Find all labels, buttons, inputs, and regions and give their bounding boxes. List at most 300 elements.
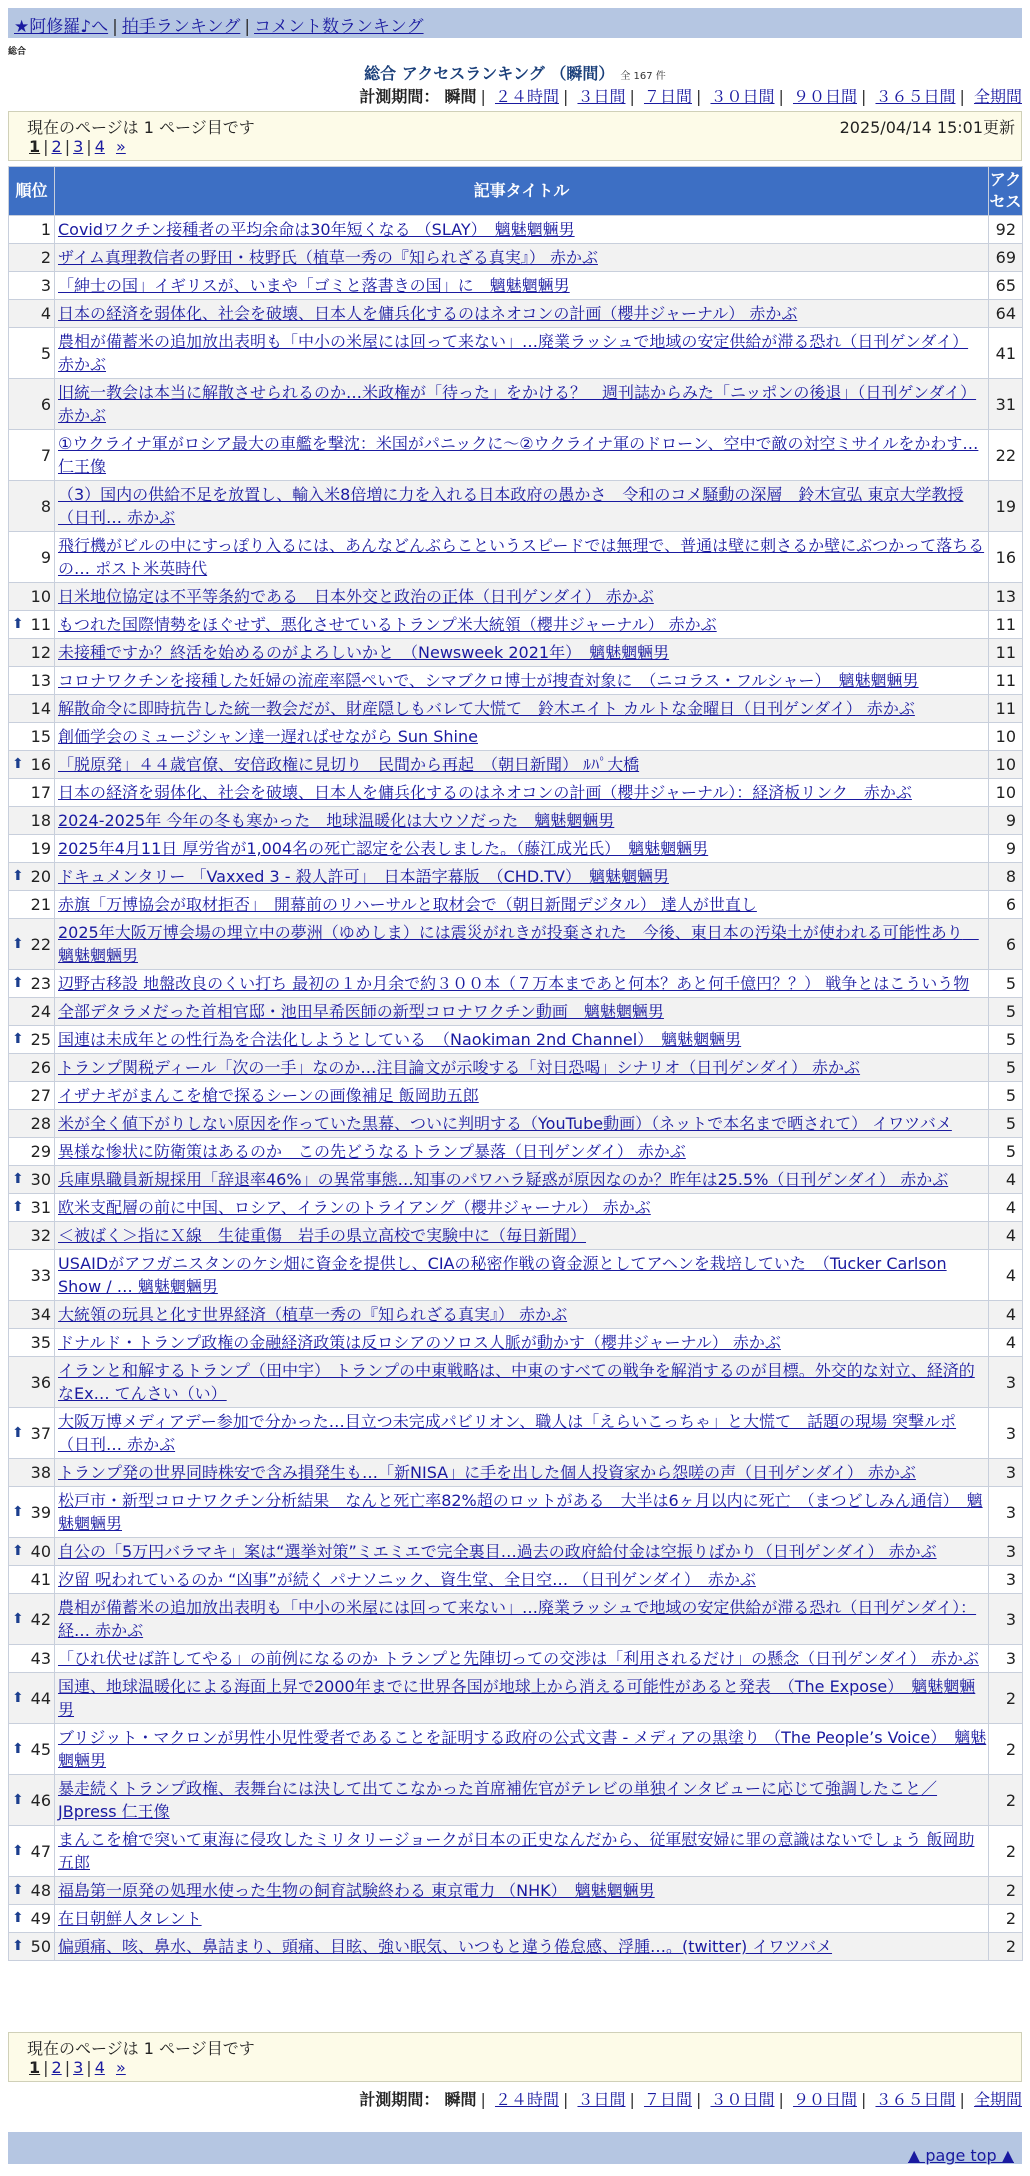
rank-number: 19 <box>30 839 51 858</box>
title-cell <box>55 481 989 532</box>
period-label: 計測期間： <box>359 2090 440 2109</box>
page-info-top <box>8 111 1022 161</box>
page-info-bottom <box>8 2032 1022 2082</box>
title-cell <box>55 1538 989 1566</box>
access-count: 3 <box>989 1408 1023 1459</box>
title-cell <box>55 807 989 835</box>
access-count: 8 <box>989 863 1023 891</box>
table-row <box>9 1459 1023 1487</box>
article-link[interactable]: 「ひれ伏せば許してやる」の前例になるのか トランプと先陣切っての交渉は「利用されるだけ」の懸念（日刊ゲンダイ） 赤かぶ <box>58 1649 979 1668</box>
table-row <box>9 1082 1023 1110</box>
article-link[interactable]: ①ウクライナ軍がロシア最大の車艦を撃沈：米国がパニックに～②ウクライナ軍のドローン、空中で敵の対空ミサイルをかわす… 仁王像 <box>58 434 979 476</box>
rank-number: 23 <box>30 974 51 993</box>
rank-cell <box>9 1905 55 1933</box>
page-title <box>0 61 1030 84</box>
page-top-link[interactable]: ▲ page top ▲ <box>907 2146 1014 2165</box>
access-count: 31 <box>989 379 1023 430</box>
access-count: 3 <box>989 1594 1023 1645</box>
period-24h-link[interactable]: ２４時間 <box>494 87 559 106</box>
rank-number: 25 <box>30 1030 51 1049</box>
top-nav-bar <box>8 8 1022 38</box>
article-link[interactable]: ブリジット・マクロンが男性小児性愛者であることを証明する政府の公式文書 - メディアの黒塗り （The People’s Voice） 魑魅魍魎男 <box>58 1728 987 1770</box>
page-2-link[interactable]: 2 <box>51 2058 62 2077</box>
table-row <box>9 430 1023 481</box>
article-link[interactable]: 旧統一教会は本当に解散させられるのか…米政権が「待った」をかける？ 週刊誌からみた「ニッポンの後退」（日刊ゲンダイ） 赤かぶ <box>58 383 977 425</box>
rank-cell <box>9 1301 55 1329</box>
up-arrow-icon: ⬆ <box>12 1031 24 1047</box>
table-row <box>9 970 1023 998</box>
table-row <box>9 667 1023 695</box>
page-info-text: 現在のページは 1 ページ目です <box>27 118 255 137</box>
rank-cell <box>9 300 55 328</box>
title-cell <box>55 1054 989 1082</box>
page-4-link[interactable]: 4 <box>94 2058 105 2077</box>
title-cell <box>55 1222 989 1250</box>
title-cell <box>55 779 989 807</box>
rank-cell <box>9 1724 55 1775</box>
page-next-link[interactable]: » <box>115 2058 126 2077</box>
title-cell <box>55 751 989 779</box>
rank-number: 28 <box>30 1114 51 1133</box>
period-all-link[interactable]: 全期間 <box>973 2090 1022 2109</box>
article-link[interactable]: ＜被ばく＞指にＸ線 生徒重傷 岩手の県立高校で実験中に（毎日新聞） <box>58 1226 587 1245</box>
updated-timestamp: 2025/04/14 15:01更新 <box>839 118 1015 137</box>
nav-separator: | <box>244 17 251 37</box>
article-link[interactable]: 福島第一原発の処理水使った生物の飼育試験終わる 東京電力 （NHK） 魑魅魍魎男 <box>58 1881 655 1900</box>
period-30d-link[interactable]: ３０日間 <box>710 87 775 106</box>
article-link[interactable]: 日本の経済を弱体化、社会を破壊、日本人を傭兵化するのはネオコンの計画（櫻井ジャーナル） 赤かぶ <box>58 304 798 323</box>
table-row <box>9 300 1023 328</box>
clap-ranking-link[interactable]: 拍手ランキング <box>121 17 241 37</box>
access-count: 2 <box>989 1905 1023 1933</box>
article-link[interactable]: 辺野古移設 地盤改良のくい打ち 最初の１か月余で約３００本（７万本まであと何本？あと何千億円？？） 戦争とはこういう物 <box>58 974 970 993</box>
rank-cell <box>9 1673 55 1724</box>
rank-cell <box>9 1357 55 1408</box>
rank-number: 20 <box>30 867 51 886</box>
access-count: 2 <box>989 1826 1023 1877</box>
rank-number: 4 <box>40 304 51 323</box>
title-cell <box>55 1933 989 1961</box>
bottom-bar <box>8 2132 1022 2164</box>
rank-cell <box>9 1775 55 1826</box>
section-tag: 総合 <box>8 47 27 57</box>
rank-number: 1 <box>40 220 51 239</box>
rank-number: 24 <box>30 1002 51 1021</box>
access-count: 4 <box>989 1166 1023 1194</box>
title-cell <box>55 970 989 998</box>
rank-number: 18 <box>30 811 51 830</box>
article-link[interactable]: 偏頭痛、咳、鼻水、鼻詰まり、頭痛、目眩、強い眠気、いつもと違う倦怠感、浮腫…。(twitter) イワツバメ <box>58 1937 833 1956</box>
access-count: 2 <box>989 1775 1023 1826</box>
article-link[interactable]: 在日朝鮮人タレント <box>58 1909 202 1928</box>
title-cell <box>55 695 989 723</box>
rank-cell <box>9 1408 55 1459</box>
article-link[interactable]: 米が全く値下がりしない原因を作っていた黒幕、ついに判明する（YouTube動画）（ネットで本名まで晒されて） イワツバメ <box>58 1114 952 1133</box>
title-cell <box>55 1775 989 1826</box>
title-cell <box>55 639 989 667</box>
article-link[interactable]: 汐留 呪われているのか “凶事”が続く パナソニック、資生堂、全日空… （日刊ゲンダイ） 赤かぶ <box>58 1570 756 1589</box>
rank-cell <box>9 1222 55 1250</box>
title-cell <box>55 1826 989 1877</box>
table-row <box>9 1110 1023 1138</box>
page-info-text: 現在のページは 1 ページ目です <box>27 2039 255 2058</box>
table-row <box>9 244 1023 272</box>
period-all-link[interactable]: 全期間 <box>973 87 1022 106</box>
article-link[interactable]: 日米地位協定は不平等条約である 日本外交と政治の正体（日刊ゲンダイ） 赤かぶ <box>58 587 654 606</box>
title-cell <box>55 379 989 430</box>
page-current: 1 <box>29 137 41 156</box>
title-cell <box>55 998 989 1026</box>
page-title-text: 総合 アクセスランキング （瞬間） <box>364 64 615 83</box>
total-count: 全 167 件 <box>620 71 666 82</box>
article-link[interactable]: 国連は未成年との性行為を合法化しようとしている （Naokiman 2nd Channel） 魑魅魍魎男 <box>58 1030 742 1049</box>
table-row <box>9 1408 1023 1459</box>
article-link[interactable]: 全部デタラメだった首相官邸・池田早希医師の新型コロナワクチン動画 魑魅魍魎男 <box>58 1002 664 1021</box>
title-cell <box>55 1110 989 1138</box>
table-row <box>9 532 1023 583</box>
page-2-link[interactable]: 2 <box>51 137 62 156</box>
rank-cell <box>9 998 55 1026</box>
title-cell <box>55 1357 989 1408</box>
rank-number: 12 <box>30 643 51 662</box>
article-link[interactable]: 「脱原発」４４歳官僚、安倍政権に見切り 民間から再起 （朝日新聞） ﾙﾊﾟ大橋 <box>58 755 640 774</box>
rank-number: 46 <box>30 1790 51 1810</box>
rank-number: 17 <box>30 783 51 802</box>
title-cell <box>55 1877 989 1905</box>
rank-cell <box>9 1138 55 1166</box>
table-row <box>9 611 1023 639</box>
rank-number: 42 <box>30 1609 51 1629</box>
rank-cell <box>9 1459 55 1487</box>
table-row <box>9 1826 1023 1877</box>
article-link[interactable]: 未接種ですか？終活を始めるのがよろしいかと （Newsweek 2021年） 魑魅魍魎男 <box>58 643 670 662</box>
title-cell <box>55 667 989 695</box>
access-count: 5 <box>989 1054 1023 1082</box>
title-cell <box>55 583 989 611</box>
rank-number: 22 <box>30 934 51 954</box>
rank-number: 13 <box>30 671 51 690</box>
access-count: 5 <box>989 1138 1023 1166</box>
rank-number: 3 <box>40 276 51 295</box>
access-count: 65 <box>989 272 1023 300</box>
rank-number: 10 <box>30 587 51 606</box>
title-cell <box>55 1645 989 1673</box>
rank-cell <box>9 970 55 998</box>
period-90d-link[interactable]: ９０日間 <box>792 2090 857 2109</box>
rank-number: 36 <box>30 1372 51 1392</box>
rank-number: 8 <box>40 496 51 516</box>
up-arrow-icon: ⬆ <box>12 1791 24 1808</box>
rank-cell <box>9 835 55 863</box>
rank-number: 44 <box>30 1688 51 1708</box>
rank-cell <box>9 1877 55 1905</box>
pagination-top: 1 | 2 | 3 | 4 » <box>29 137 126 156</box>
access-count: 3 <box>989 1487 1023 1538</box>
rank-number: 33 <box>30 1265 51 1285</box>
up-arrow-icon: ⬆ <box>12 1199 24 1215</box>
access-count: 2 <box>989 1673 1023 1724</box>
rank-cell <box>9 532 55 583</box>
title-cell <box>55 1905 989 1933</box>
table-row <box>9 1054 1023 1082</box>
table-row <box>9 1877 1023 1905</box>
rank-cell <box>9 1250 55 1301</box>
rank-number: 37 <box>30 1423 51 1443</box>
page-3-link[interactable]: 3 <box>73 2058 84 2077</box>
table-row <box>9 723 1023 751</box>
access-count: 11 <box>989 695 1023 723</box>
ranking-table <box>8 166 1023 1961</box>
article-link[interactable]: USAIDがアフガニスタンのケシ畑に資金を提供し、CIAの秘密作戦の資金源としてアヘンを栽培していた （Tucker Carlson Show / … 魑魅魍魎男 <box>58 1254 947 1296</box>
up-arrow-icon: ⬆ <box>12 1882 24 1898</box>
table-row <box>9 583 1023 611</box>
article-link[interactable]: トランプ関税ディール「次の一手」なのか…注目論文が示唆する「対日恐喝」シナリオ（日刊ゲンダイ） 赤かぶ <box>58 1058 861 1077</box>
article-link[interactable]: 解散命令に即時抗告した統一教会だが、財産隠しもバレて大慌て 鈴木エイト カルトな金曜日（日刊ゲンダイ） 赤かぶ <box>58 699 915 718</box>
rank-cell <box>9 1933 55 1961</box>
ranking-body <box>9 216 1023 1961</box>
title-cell <box>55 1459 989 1487</box>
article-link[interactable]: 大阪万博メディアデー参加で分かった…目立つ未完成パビリオン、職人は「えらいこっちゃ」と大慌て 話題の現場 突撃ルポ（日刊… 赤かぶ <box>58 1412 957 1454</box>
rank-header: 順位 <box>9 167 55 216</box>
rank-cell <box>9 863 55 891</box>
access-count: 11 <box>989 639 1023 667</box>
article-link[interactable]: トランプ発の世界同時株安で含み損発生も…「新NISA」に手を出した個人投資家から怨嗟の声（日刊ゲンダイ） 赤かぶ <box>58 1463 916 1482</box>
access-count: 41 <box>989 328 1023 379</box>
page-4-link[interactable]: 4 <box>94 137 105 156</box>
title-cell <box>55 1566 989 1594</box>
rank-number: 9 <box>40 547 51 567</box>
rank-cell <box>9 1487 55 1538</box>
rank-cell <box>9 1054 55 1082</box>
table-row <box>9 998 1023 1026</box>
access-count: 10 <box>989 751 1023 779</box>
period-30d-link[interactable]: ３０日間 <box>710 2090 775 2109</box>
rank-number: 26 <box>30 1058 51 1077</box>
rank-cell <box>9 779 55 807</box>
rank-number: 16 <box>30 755 51 774</box>
title-cell <box>55 835 989 863</box>
article-link[interactable]: ドナルド・トランプ政権の金融経済政策は反ロシアのソロス人脈が動かす（櫻井ジャーナル） 赤かぶ <box>58 1333 781 1352</box>
title-header: 記事タイトル <box>55 167 989 216</box>
rank-cell <box>9 611 55 639</box>
rank-cell <box>9 639 55 667</box>
article-link[interactable]: 「紳士の国」イギリスが、いまや「ゴミと落書きの国」に 魑魅魍魎男 <box>58 276 570 295</box>
period-365d-link[interactable]: ３６５日間 <box>875 87 956 106</box>
rank-cell <box>9 216 55 244</box>
up-arrow-icon: ⬆ <box>12 756 24 772</box>
title-cell <box>55 1329 989 1357</box>
access-count: 4 <box>989 1194 1023 1222</box>
rank-cell <box>9 919 55 970</box>
period-90d-link[interactable]: ９０日間 <box>792 87 857 106</box>
article-link[interactable]: ザイム真理教信者の野田・枝野氏（植草一秀の『知られざる真実』） 赤かぶ <box>58 248 598 267</box>
rank-number: 40 <box>30 1542 51 1561</box>
table-row <box>9 807 1023 835</box>
rank-number: 11 <box>30 615 51 634</box>
rank-cell <box>9 1538 55 1566</box>
article-link[interactable]: 国連、地球温暖化による海面上昇で2000年までに世界各国が地球上から消える可能性があると発表 （The Expose） 魑魅魍魎男 <box>58 1677 976 1719</box>
access-count: 3 <box>989 1645 1023 1673</box>
access-count: 64 <box>989 300 1023 328</box>
article-link[interactable]: コロナワクチンを接種した妊婦の流産率隠ぺいで、シマブクロ博士が捜査対象に （ニコラス・フルシャー） 魑魅魍魎男 <box>58 671 919 690</box>
rank-cell <box>9 1082 55 1110</box>
article-link[interactable]: 自公の「5万円バラマキ」案は“選挙対策”ミエミエで完全裏目…過去の政府給付金は空振りばかり（日刊ゲンダイ） 赤かぶ <box>58 1542 937 1561</box>
article-link[interactable]: 暴走続くトランプ政権、表舞台には決して出てこなかった首席補佐官がテレビの単独インタビューに応じて強調したこと／JBpress 仁王像 <box>58 1779 938 1821</box>
rank-cell <box>9 244 55 272</box>
article-link[interactable]: 大統領の玩具と化す世界経済（植草一秀の『知られざる真実』） 赤かぶ <box>58 1305 568 1324</box>
up-arrow-icon: ⬆ <box>12 1171 24 1187</box>
rank-number: 34 <box>30 1305 51 1324</box>
article-link[interactable]: 農相が備蓄米の追加放出表明も「中小の米屋には回って来ない」…廃業ラッシュで地域の安定供給が滞る恐れ（日刊ゲンダイ） 赤かぶ <box>58 332 969 374</box>
table-row <box>9 1194 1023 1222</box>
article-link[interactable]: まんこを槍で突いて東海に侵攻したミリタリージョークが日本の正史なんだから、従軍慰安婦に罪の意識はないでしょう 飯岡助五郎 <box>58 1830 975 1872</box>
title-cell <box>55 272 989 300</box>
table-row <box>9 1026 1023 1054</box>
period-selector-top: 計測期間： 瞬間 | ２４時間 | ３日間 | ７日間 | ３０日間 | ９０日間 | ３６５日間 | 全期間 <box>359 87 1022 106</box>
title-cell <box>55 328 989 379</box>
rank-cell <box>9 430 55 481</box>
table-row <box>9 1138 1023 1166</box>
article-link[interactable]: 異様な惨状に防衛策はあるのか この先どうなるトランプ暴落（日刊ゲンダイ） 赤かぶ <box>58 1142 686 1161</box>
table-row <box>9 1222 1023 1250</box>
access-count: 19 <box>989 481 1023 532</box>
table-row <box>9 272 1023 300</box>
rank-cell <box>9 1026 55 1054</box>
up-arrow-icon: ⬆ <box>12 1910 24 1926</box>
rank-cell <box>9 723 55 751</box>
rank-number: 30 <box>30 1170 51 1189</box>
period-selector-bottom: 計測期間： 瞬間 | ２４時間 | ３日間 | ７日間 | ３０日間 | ９０日間 | ３６５日間 | 全期間 <box>359 2090 1022 2109</box>
article-link[interactable]: イランと和解するトランプ（田中宇） トランプの中東戦略は、中東のすべての戦争を解消するのが目標。外交的な対立、経済的なEx… てんさい（い） <box>58 1361 975 1403</box>
rank-number: 41 <box>30 1570 51 1589</box>
article-link[interactable]: （3）国内の供給不足を放置し、輸入米8倍増に力を入れる日本政府の愚かさ 令和のコメ騒動の深層 鈴木宣弘 東京大学教授（日刊… 赤かぶ <box>58 485 964 527</box>
title-cell <box>55 1487 989 1538</box>
article-link[interactable]: 2024-2025年 今年の冬も寒かった 地球温暖化は大ウソだった 魑魅魍魎男 <box>58 811 615 830</box>
period-3d-link[interactable]: ３日間 <box>577 87 626 106</box>
title-cell <box>55 611 989 639</box>
title-cell <box>55 244 989 272</box>
period-7d-link[interactable]: ７日間 <box>643 87 692 106</box>
title-cell <box>55 1724 989 1775</box>
rank-cell <box>9 1645 55 1673</box>
article-link[interactable]: 農相が備蓄米の追加放出表明も「中小の米屋には回って来ない」…廃業ラッシュで地域の安定供給が滞る恐れ（日刊ゲンダイ）：経… 赤かぶ <box>58 1598 977 1640</box>
table-row <box>9 751 1023 779</box>
comment-ranking-link[interactable]: コメント数ランキング <box>254 17 424 37</box>
article-link[interactable]: ドキュメンタリー 「Vaxxed 3 - 殺人許可」 日本語字幕版 （CHD.TV） 魑魅魍魎男 <box>58 867 669 886</box>
title-cell <box>55 216 989 244</box>
table-row <box>9 891 1023 919</box>
access-count: 11 <box>989 611 1023 639</box>
up-arrow-icon: ⬆ <box>12 1543 24 1559</box>
title-cell <box>55 1026 989 1054</box>
rank-number: 7 <box>40 445 51 465</box>
up-arrow-icon: ⬆ <box>12 1689 24 1706</box>
rank-number: 48 <box>30 1881 51 1900</box>
article-link[interactable]: イザナギがまんこを槍で探るシーンの画像補足 飯岡助五郎 <box>58 1086 479 1105</box>
article-link[interactable]: 欧米支配層の前に中国、ロシア、イランのトライアング（櫻井ジャーナル） 赤かぶ <box>58 1198 651 1217</box>
access-count: 2 <box>989 1724 1023 1775</box>
rank-number: 21 <box>30 895 51 914</box>
table-row <box>9 835 1023 863</box>
title-cell <box>55 863 989 891</box>
rank-number: 35 <box>30 1333 51 1352</box>
rank-cell <box>9 1826 55 1877</box>
title-cell <box>55 891 989 919</box>
table-row <box>9 919 1023 970</box>
title-cell <box>55 919 989 970</box>
nav-separator: | <box>112 17 118 37</box>
article-link[interactable]: もつれた国際情勢をほぐせず、悪化させているトランプ米大統領（櫻井ジャーナル） 赤かぶ <box>58 615 717 634</box>
article-link[interactable]: 赤旗「万博協会が取材拒否」 開幕前のリハーサルと取材会で（朝日新聞デジタル） 達人が世直し <box>58 895 757 914</box>
article-link[interactable]: 日本の経済を弱体化、社会を破壊、日本人を傭兵化するのはネオコンの計画（櫻井ジャーナル）：経済板リンク 赤かぶ <box>58 783 912 802</box>
article-link[interactable]: 2025年4月11日 厚労省が1,004名の死亡認定を公表しました。（藤江成光氏） 魑魅魍魎男 <box>58 839 709 858</box>
period-label: 計測期間： <box>359 87 440 106</box>
period-7d-link[interactable]: ７日間 <box>643 2090 692 2109</box>
access-count: 5 <box>989 998 1023 1026</box>
home-link[interactable]: ★阿修羅♪へ <box>14 17 109 37</box>
access-count: 11 <box>989 667 1023 695</box>
access-count: 3 <box>989 1538 1023 1566</box>
article-link[interactable]: 松戸市・新型コロナワクチン分析結果 なんと死亡率82%超のロットがある 大半は6ヶ月以内に死亡 （まつどしみん通信） 魑魅魍魎男 <box>58 1491 983 1533</box>
article-link[interactable]: 創価学会のミュージシャン達一遅ればせながら Sun Shine <box>58 727 478 746</box>
rank-number: 43 <box>30 1649 51 1668</box>
access-count: 2 <box>989 1933 1023 1961</box>
table-row <box>9 1538 1023 1566</box>
access-count: 2 <box>989 1877 1023 1905</box>
access-count: 4 <box>989 1329 1023 1357</box>
rank-cell <box>9 1110 55 1138</box>
rank-cell <box>9 891 55 919</box>
article-link[interactable]: 2025年大阪万博会場の埋立中の夢洲（ゆめしま）には震災がれきが投棄された 今後、東日本の汚染土が使われる可能性あり 魑魅魍魎男 <box>58 923 979 965</box>
table-row <box>9 1250 1023 1301</box>
period-current: 瞬間 <box>444 2090 477 2109</box>
article-link[interactable]: 兵庫県職員新規採用「辞退率46%」の異常事態…知事のパワハラ疑惑が原因なのか？昨年は25.5%（日刊ゲンダイ） 赤かぶ <box>58 1170 949 1189</box>
rank-number: 29 <box>30 1142 51 1161</box>
table-row <box>9 379 1023 430</box>
access-count: 5 <box>989 1026 1023 1054</box>
title-cell <box>55 1408 989 1459</box>
article-link[interactable]: Covidワクチン接種者の平均余命は30年短くなる （SLAY） 魑魅魍魎男 <box>58 220 575 239</box>
table-row <box>9 1673 1023 1724</box>
up-arrow-icon: ⬆ <box>12 975 24 991</box>
period-3d-link[interactable]: ３日間 <box>577 2090 626 2109</box>
table-row <box>9 695 1023 723</box>
page-3-link[interactable]: 3 <box>73 137 84 156</box>
rank-number: 5 <box>40 343 51 363</box>
table-row <box>9 1357 1023 1408</box>
access-count: 10 <box>989 723 1023 751</box>
top-nav <box>14 12 424 37</box>
table-row <box>9 216 1023 244</box>
rank-cell <box>9 328 55 379</box>
table-row <box>9 1724 1023 1775</box>
page-next-link[interactable]: » <box>115 137 126 156</box>
access-count: 6 <box>989 891 1023 919</box>
pagination-bottom: 1 | 2 | 3 | 4 » <box>29 2058 126 2077</box>
up-arrow-icon: ⬆ <box>12 868 24 884</box>
title-cell <box>55 1138 989 1166</box>
title-cell <box>55 430 989 481</box>
article-link[interactable]: 飛行機がビルの中にすっぽり入るには、あんなどんぶらこというスピードでは無理で、普通は壁に刺さるか壁にぶつかって落ちるの… ポスト米英時代 <box>58 536 985 578</box>
up-arrow-icon: ⬆ <box>12 616 24 632</box>
rank-cell <box>9 807 55 835</box>
rank-cell <box>9 1566 55 1594</box>
table-row <box>9 1301 1023 1329</box>
title-cell <box>55 1250 989 1301</box>
period-24h-link[interactable]: ２４時間 <box>494 2090 559 2109</box>
rank-cell <box>9 1194 55 1222</box>
period-365d-link[interactable]: ３６５日間 <box>875 2090 956 2109</box>
